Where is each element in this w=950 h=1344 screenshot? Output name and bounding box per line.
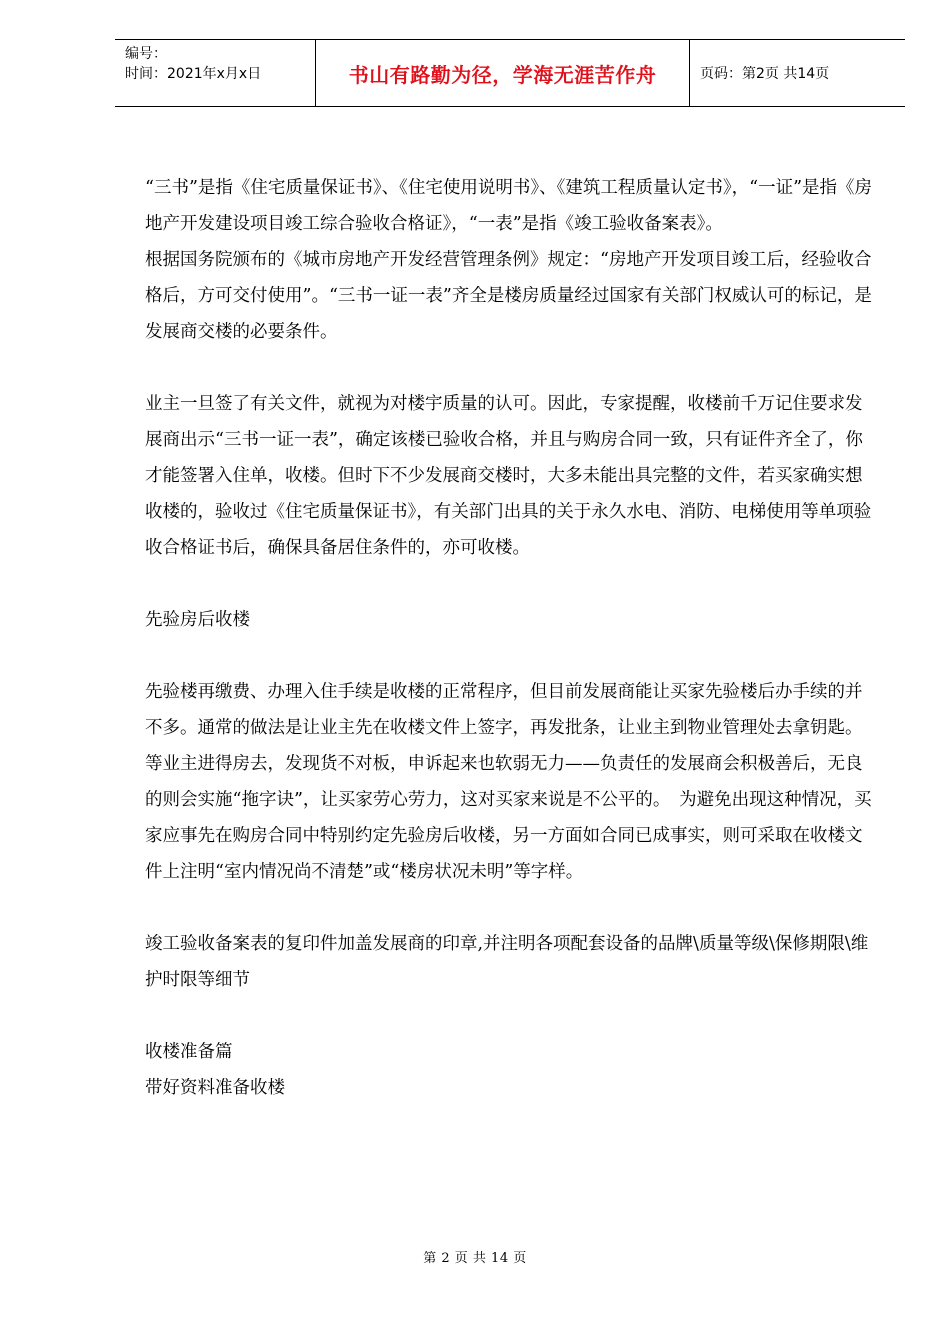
header-meta: [115, 40, 316, 106]
paragraph-filing-form: 竣工验收备案表的复印件加盖发展商的印章,并注明各项配套设备的品牌\质量等级\保修期限\维护时限等细节: [145, 934, 869, 990]
document-body: [145, 170, 873, 1106]
paragraph-regulation: 根据国务院颁布的《城市房地产开发经营管理条例》规定：“房地产开发项目竣工后，经验收合格后，方可交付使用”。“三书一证一表”齐全是楼房质量经过国家有关部门权威认可的标记，是发展商交楼的必要条件。: [145, 250, 872, 342]
serial-label: 编号：: [125, 46, 167, 62]
paragraph-expert-advice: 业主一旦签了有关文件，就视为对楼宇质量的认可。因此，专家提醒，收楼前千万记住要求发展商出示“三书一证一表”，确定该楼已验收合格，并且与购房合同一致，只有证件齐全了，你才能签署入住单，收楼。但时下不少发展商交楼时，大多未能出具完整的文件，若买家确实想收楼的，验收过《住宅质量保证书》，有关部门出具的关于永久水电、消防、电梯使用等单项验收合格证书后，确保具备居住条件的，亦可收楼。: [145, 394, 872, 558]
paragraph-inspection-procedure: 先验楼再缴费、办理入住手续是收楼的正常程序，但目前发展商能让买家先验楼后办手续的并不多。通常的做法是让业主先在收楼文件上签字，再发批条，让业主到物业管理处去拿钥匙。等业主进得房去，发现货不对板，申诉起来也软弱无力——负责任的发展商会积极善后，无良的则会实施“拖字诀”，让买家劳心劳力，这对买家来说是不公平的。 为避免出现这种情况，买家应事先在购房合同中特别约定先验房后收楼，另一方面如合同已成事实，则可采取在收楼文件上注明“室内情况尚不清楚”或“楼房状况未明”等字样。: [145, 682, 872, 882]
page-footer: 第 2 页 共 14 页: [423, 1251, 527, 1266]
section-subheading-documents: 带好资料准备收楼: [145, 1078, 285, 1098]
section-heading-preparation: 收楼准备篇: [145, 1042, 233, 1062]
section-heading-inspect-first: 先验房后收楼: [145, 610, 250, 630]
paragraph-definition: “三书”是指《住宅质量保证书》、《住宅使用说明书》、《建筑工程质量认定书》，“一证”是指《房地产开发建设项目竣工综合验收合格证》，“一表”是指《竣工验收备案表》。: [145, 178, 873, 234]
time-label: 时间：2021年x月x日: [125, 66, 262, 82]
page-header: [115, 39, 905, 107]
header-page-info: 页码：第2页 共14页: [700, 66, 830, 82]
header-motto: 书山有路勤为径，学海无涯苦作舟: [316, 40, 690, 106]
